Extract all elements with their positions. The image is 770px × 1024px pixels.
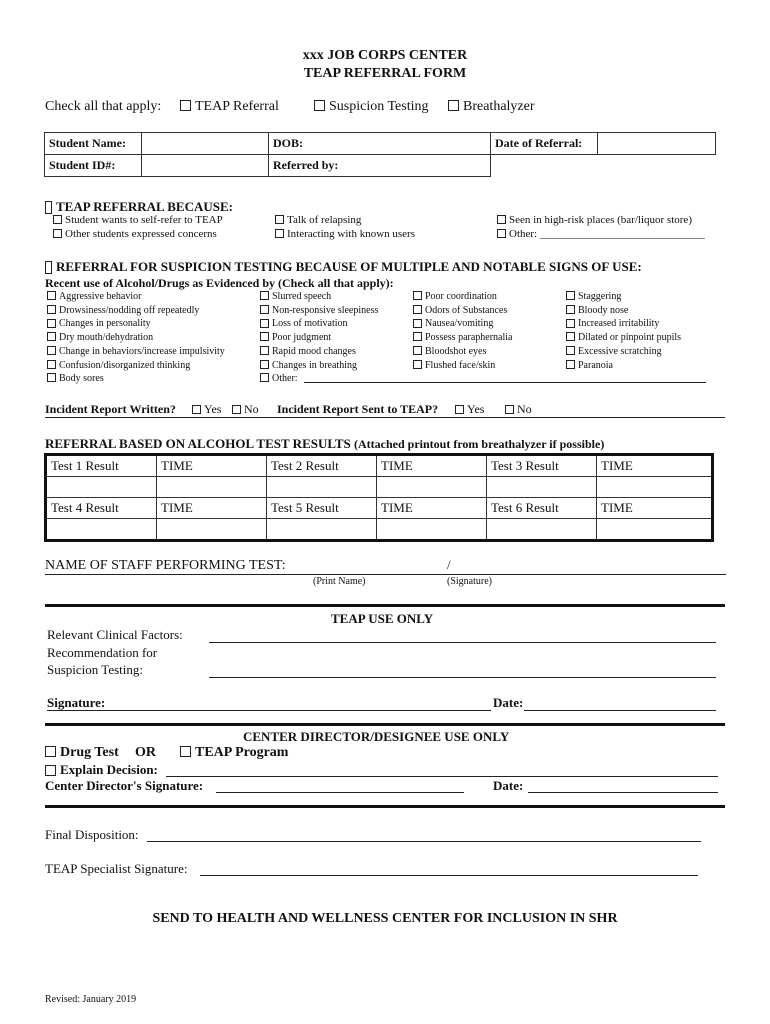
checkbox-icon [260,305,269,314]
item-label: Seen in high-risk places (bar/liquor store) [509,214,692,226]
signs-column-3 [413,290,512,372]
student-name-label: Student Name: [45,133,142,155]
incident-written-label: Incident Report Written? [45,402,176,416]
specialist-signature-label: TEAP Specialist Signature: [45,861,188,876]
sign-label: Dry mouth/dehydration [59,332,154,344]
incident-written-yes[interactable] [192,402,221,417]
empty-cell [491,155,716,177]
test-value-cell[interactable] [46,477,157,498]
test-header-cell: TIME [597,455,713,477]
test-value-cell[interactable] [377,519,487,541]
suspicion-subheading: Recent use of Alcohol/Drugs as Evidenced by (Check all that apply): [45,276,394,290]
sign-item[interactable] [260,359,378,373]
teap-item-other[interactable] [497,228,705,240]
sign-label: Changes in breathing [272,359,357,371]
test-header-cell: TIME [377,455,487,477]
form-title: TEAP REFERRAL FORM [303,66,467,81]
no-label: No [244,402,259,416]
yes-label: Yes [204,402,222,416]
sign-item[interactable] [413,290,512,304]
checkbox-icon [45,261,52,274]
director-date-line[interactable] [528,792,718,793]
checkbox-icon [260,319,269,328]
teap-program-label: TEAP Program [195,745,289,760]
sign-item[interactable] [260,331,378,345]
director-heading: CENTER DIRECTOR/DESIGNEE USE ONLY [243,729,510,744]
teap-section-divider [45,604,725,607]
sign-item[interactable] [47,345,225,359]
test-header-cell: Test 5 Result [267,498,377,519]
sign-label: Odors of Substances [425,304,508,316]
item-label: Talk of relapsing [287,214,362,226]
sign-item[interactable] [260,290,378,304]
sign-item[interactable] [566,290,681,304]
teap-item-high-risk[interactable] [497,214,692,226]
sign-item[interactable] [566,317,681,331]
teap-item-self-refer[interactable] [53,214,223,226]
checkbox-icon [566,346,575,355]
sign-item[interactable] [47,359,225,373]
or-label: OR [135,745,156,760]
checkbox-icon [260,360,269,369]
check-all-label: Check all that apply: [45,99,162,114]
revised-date: Revised: January 2019 [45,994,137,1005]
sign-label: Confusion/disorganized thinking [59,359,191,371]
director-section-divider [45,723,725,726]
checkbox-icon [497,215,506,224]
test-value-cell[interactable] [157,477,267,498]
date-of-referral-field[interactable] [598,133,716,155]
sign-label: Staggering [578,291,622,302]
director-signature-label: Center Director's Signature: [45,778,204,793]
alcohol-test-table [44,453,714,542]
test-value-cell[interactable] [267,477,377,498]
sign-label: Loss of motivation [272,318,348,330]
item-label: Other students expressed concerns [65,228,217,240]
teap-item-known-users[interactable] [275,228,415,240]
sign-label: Other: [272,373,298,385]
checkbox-icon [45,765,56,776]
item-label: Student wants to self-refer to TEAP [65,214,223,226]
test-value-cell[interactable] [267,519,377,541]
test-header-cell: Test 1 Result [46,455,157,477]
suspicion-heading [45,259,642,275]
checkbox-icon [47,360,56,369]
item-label: Interacting with known users [287,228,415,240]
date-of-referral-label: Date of Referral: [491,133,598,155]
sign-item[interactable] [413,304,512,318]
checkbox-icon [260,346,269,355]
teap-program-option[interactable] [180,745,288,761]
sign-item[interactable] [566,359,681,373]
heading-text: REFERRAL BASED ON ALCOHOL TEST RESULTS [45,436,351,451]
checkbox-icon [566,305,575,314]
send-instruction: SEND TO HEALTH AND WELLNESS CENTER FOR INCLUSION IN SHR [152,911,618,926]
sign-label: Drowsiness/nodding off repeatedly [59,304,200,316]
checkbox-icon [47,373,56,382]
recommendation-label-2: Suspicion Testing: [47,662,143,677]
sign-item[interactable] [566,304,681,318]
explain-decision-line[interactable] [166,776,718,777]
sign-label: Change in behaviors/increase impulsivity [59,345,225,357]
teap-item-relapsing[interactable] [275,214,361,226]
teap-date-label: Date: [493,695,524,710]
checkbox-icon [455,405,464,414]
checkbox-icon [497,229,506,238]
test-value-cell[interactable] [157,519,267,541]
student-id-label: Student ID#: [45,155,142,177]
explain-decision-option[interactable] [45,762,158,778]
sign-item[interactable] [260,345,378,359]
test-header-cell: Test 3 Result [487,455,597,477]
drug-test-option[interactable] [45,745,119,761]
checkbox-icon [232,405,241,414]
checkbox-icon [275,229,284,238]
final-disposition-line[interactable] [147,841,701,842]
teap-referral-heading [45,199,233,215]
sign-label: Excessive scratching [578,345,662,357]
sign-label: Paranoia [578,359,613,371]
test-header-cell: TIME [597,498,713,519]
center-title: xxx JOB CORPS CENTER [302,48,468,63]
sign-label: Nausea/vomiting [425,318,494,330]
other-signs-line[interactable] [304,382,706,383]
checkbox-icon [53,229,62,238]
teap-date-line[interactable] [524,710,716,711]
teap-signature-label: Signature: [47,695,106,710]
sign-label: Poor coordination [425,291,497,302]
teap-signature-line[interactable] [47,710,491,711]
incident-written-no[interactable] [232,402,259,417]
checkbox-icon [413,360,422,369]
checkbox-icon [275,215,284,224]
checkbox-teap-referral[interactable] [180,99,279,115]
checkbox-icon [314,100,325,111]
checkbox-icon [45,746,56,757]
test-header-cell: Test 4 Result [46,498,157,519]
checkbox-icon [180,746,191,757]
checkbox-icon [45,201,52,214]
recommendation-line[interactable] [209,677,716,678]
heading-text: TEAP REFERRAL BECAUSE: [56,199,233,214]
heading-text: REFERRAL FOR SUSPICION TESTING BECAUSE OF MULTIPLE AND NOTABLE SIGNS OF USE: [56,259,642,274]
test-value-cell[interactable] [487,519,597,541]
sign-label: Slurred speech [272,291,332,302]
sign-item[interactable] [413,331,512,345]
referred-by-label: Referred by: [273,158,339,172]
sign-item[interactable] [260,317,378,331]
dob-label: DOB: [273,136,303,150]
option-label: TEAP Referral [195,99,279,114]
sign-label: Increased irritability [578,318,660,330]
sign-item[interactable] [566,345,681,359]
sign-item[interactable] [47,372,225,386]
sign-label: Flushed face/skin [425,359,496,371]
sign-label: Changes in personality [59,318,151,330]
student-id-field[interactable] [142,155,269,177]
checkbox-icon [566,291,575,300]
dob-field[interactable] [269,133,491,155]
test-value-cell[interactable] [597,477,713,498]
checkbox-icon [53,215,62,224]
sign-label: Possess paraphernalia [425,332,513,344]
test-header-cell: TIME [377,498,487,519]
teap-use-heading: TEAP USE ONLY [331,611,434,626]
explain-label: Explain Decision: [60,762,158,777]
incident-sent-label: Incident Report Sent to TEAP? [277,402,439,416]
test-header-cell: TIME [157,455,267,477]
drug-test-label: Drug Test [60,745,119,760]
subheading-text: (Attached printout from breathalyzer if possible) [354,437,605,451]
checkbox-icon [260,291,269,300]
director-signature-line[interactable] [216,792,464,793]
sign-label: Rapid mood changes [272,345,356,357]
sign-item[interactable] [47,290,225,304]
incident-divider [45,417,725,418]
checkbox-icon [260,373,269,382]
sign-label: Bloodshot eyes [425,345,487,357]
test-header-cell: TIME [157,498,267,519]
checkbox-icon [413,305,422,314]
sign-label: Poor judgment [272,332,332,344]
checkbox-icon [180,100,191,111]
checkbox-icon [566,360,575,369]
checkbox-icon [566,319,575,328]
incident-sent-yes[interactable] [455,402,484,417]
checkbox-suspicion-testing[interactable] [314,99,429,115]
sign-label: Aggressive behavior [59,291,142,302]
checkbox-icon [566,332,575,341]
option-label: Suspicion Testing [329,99,429,114]
checkbox-icon [413,291,422,300]
student-info-table [44,132,716,177]
staff-label: NAME OF STAFF PERFORMING TEST: [45,558,286,573]
sign-item[interactable] [260,372,378,386]
sign-item[interactable] [566,331,681,345]
recommendation-label-1: Recommendation for [47,645,158,660]
alcohol-heading [45,436,604,452]
checkbox-icon [47,305,56,314]
checkbox-icon [260,332,269,341]
checkbox-icon [413,319,422,328]
test-value-cell[interactable] [597,519,713,541]
sign-item[interactable] [413,317,512,331]
sign-item[interactable] [260,304,378,318]
checkbox-icon [413,346,422,355]
signs-column-2 [260,290,378,386]
incident-sent-no[interactable] [505,402,532,417]
sign-item[interactable] [413,359,512,373]
student-name-field[interactable] [142,133,269,155]
checkbox-breathalyzer[interactable] [448,99,535,115]
teap-item-other-students[interactable] [53,228,217,240]
signature-caption: (Signature) [447,576,492,587]
clinical-factors-label: Relevant Clinical Factors: [47,627,183,642]
print-name-caption: (Print Name) [313,576,366,587]
checkbox-icon [47,332,56,341]
sign-item[interactable] [47,304,225,318]
specialist-signature-line[interactable] [200,875,698,876]
clinical-factors-line[interactable] [209,642,716,643]
staff-signature-line[interactable] [45,574,726,575]
test-header-cell: Test 2 Result [267,455,377,477]
test-value-cell[interactable] [46,519,157,541]
sign-item[interactable] [413,345,512,359]
sign-label: Bloody nose [578,304,629,316]
final-disposition-label: Final Disposition: [45,827,139,842]
test-value-cell[interactable] [487,477,597,498]
checkbox-icon [448,100,459,111]
test-header-cell: Test 6 Result [487,498,597,519]
sign-label: Non-responsive sleepiness [272,304,379,316]
staff-slash: / [447,557,451,572]
sign-item[interactable] [47,331,225,345]
option-label: Breathalyzer [463,99,535,114]
checkbox-icon [47,346,56,355]
item-label: Other: ______________________________ [509,228,705,240]
sign-item[interactable] [47,317,225,331]
checkbox-icon [505,405,514,414]
sign-label: Body sores [59,373,104,385]
signs-column-1 [47,290,225,386]
sign-label: Dilated or pinpoint pupils [578,332,682,344]
checkbox-icon [47,319,56,328]
checkbox-icon [192,405,201,414]
checkbox-icon [413,332,422,341]
yes-label: Yes [467,402,485,416]
signs-column-4 [566,290,681,372]
no-label: No [517,402,532,416]
director-date-label: Date: [493,778,524,793]
final-section-divider [45,805,725,808]
referred-by-field[interactable] [269,155,491,177]
checkbox-icon [47,291,56,300]
test-value-cell[interactable] [377,477,487,498]
